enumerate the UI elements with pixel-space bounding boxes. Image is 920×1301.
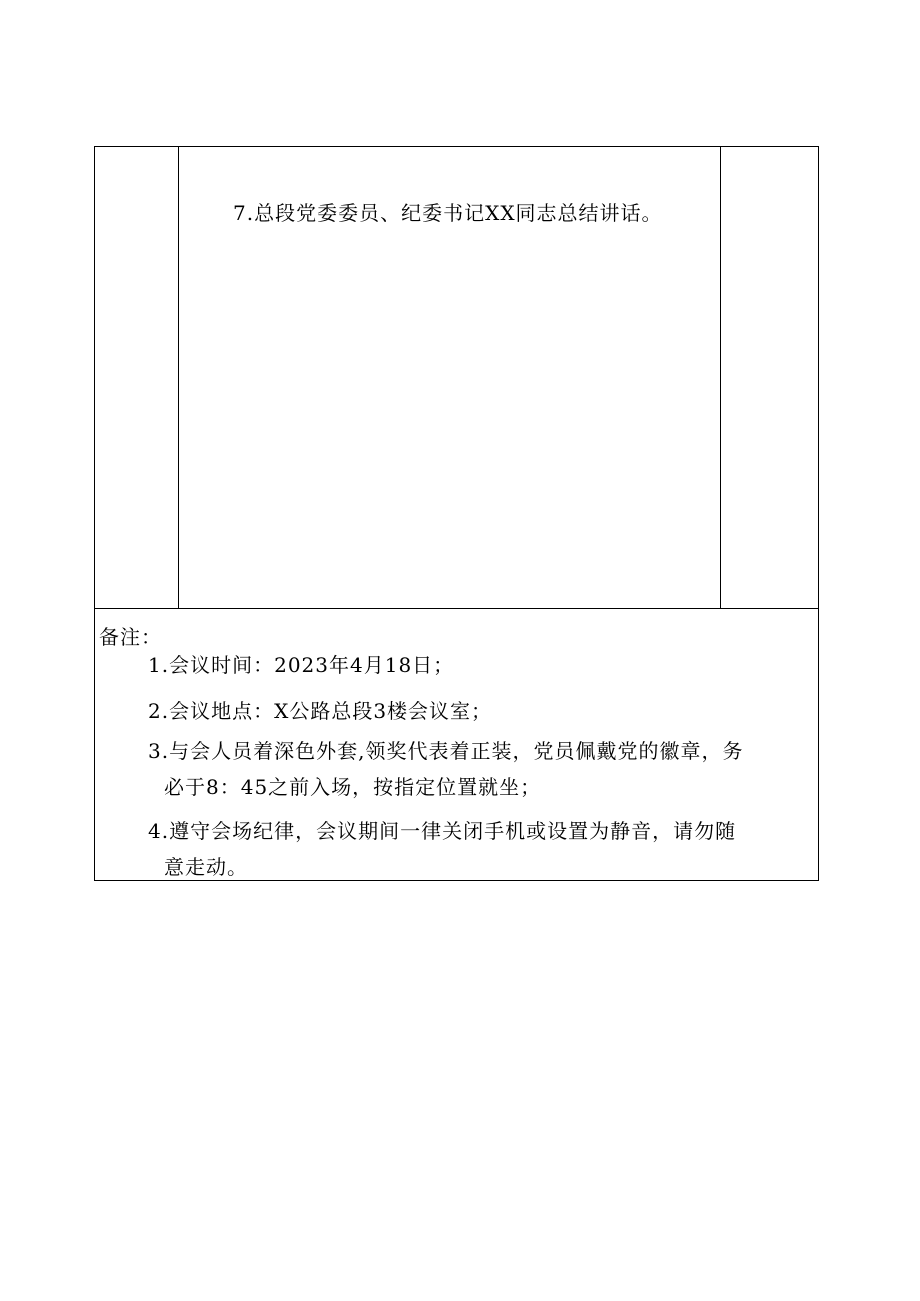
column-divider-right: [720, 147, 721, 608]
note-item: [148, 813, 808, 885]
note-number: 1.: [148, 653, 170, 677]
note-number: 2.: [148, 699, 170, 723]
agenda-item-7: 7.总段党委委员、纪委书记XX同志总结讲话。: [233, 201, 663, 225]
notes-title: 备注：: [99, 625, 162, 649]
note-item: [148, 733, 808, 805]
note-text: 会议地点：X公路总段3楼会议室；: [169, 699, 493, 723]
meeting-agenda-table: [94, 146, 819, 881]
column-divider-left: [178, 147, 179, 608]
note-number: 3.: [148, 739, 170, 763]
note-text-continuation: 必于8：45之前入场，按指定位置就坐；: [164, 775, 542, 799]
note-item: [148, 647, 808, 683]
note-number: 4.: [148, 819, 170, 843]
agenda-row: [95, 147, 818, 609]
notes-section: [95, 609, 818, 880]
note-item: [148, 693, 808, 729]
note-text: 与会人员着深色外套,领奖代表着正装，党员佩戴党的徽章，务: [169, 739, 744, 763]
note-text-continuation: 意走动。: [164, 855, 248, 879]
note-text: 会议时间：2023年4月18日；: [169, 653, 455, 677]
note-text: 遵守会场纪律，会议期间一律关闭手机或设置为静音，请勿随: [169, 819, 737, 843]
